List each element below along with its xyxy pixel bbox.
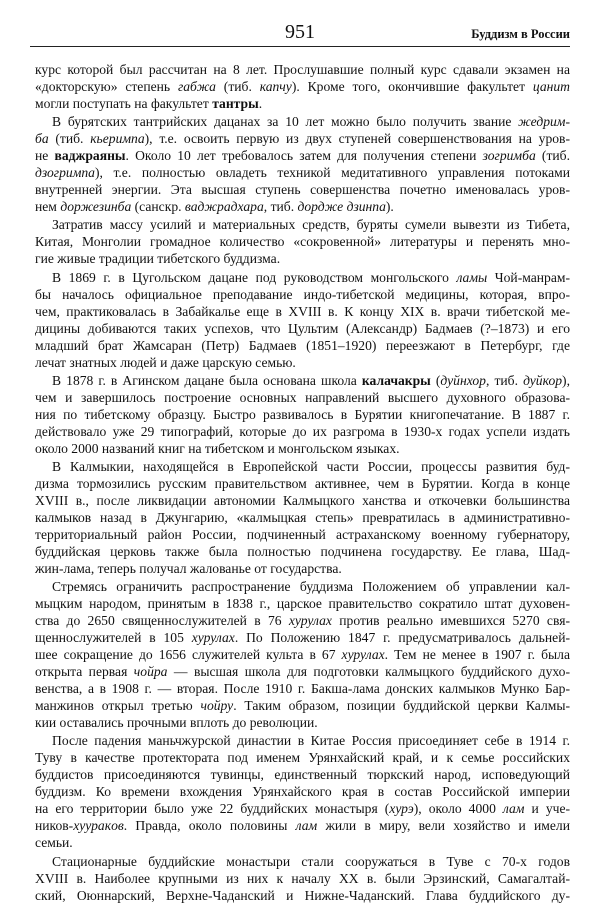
bold-term: ваджраяны	[54, 148, 126, 164]
italic-term: дуйнхор	[440, 372, 486, 388]
text-line	[35, 130, 570, 147]
paragraph	[35, 269, 570, 371]
text-run: В бурятских тантрийских дацанах за 10 лет можно было получить звание	[52, 114, 519, 130]
text-run: Китая, Монголии громадное количество «сокровенной» литературы и перенять мно-	[35, 234, 570, 250]
bold-term: тантры	[212, 96, 259, 111]
text-line	[35, 629, 570, 646]
running-title: Буддизм в России	[471, 27, 570, 41]
text-line	[35, 560, 570, 577]
text-run: ния по тибетскому образцу. Быстро развивалось в Бурятии книгопечатание. В 1887 г.	[35, 406, 570, 422]
text-line	[35, 834, 570, 851]
italic-term: хурэ	[389, 801, 414, 817]
text-run: кии оставались прочными вплоть до революции.	[35, 715, 318, 731]
text-line	[35, 406, 570, 423]
text-line	[35, 440, 570, 457]
text-line	[35, 61, 570, 78]
text-line	[35, 853, 570, 870]
text-run: (санскр.	[131, 199, 185, 215]
italic-term: ба	[35, 131, 49, 147]
page-body-text	[35, 61, 570, 905]
text-run: Затратив массу усилий и материальных средств, буряты сумели вывезти из Тибета,	[52, 217, 570, 233]
italic-term: хурулах	[191, 630, 235, 646]
paragraph	[35, 113, 570, 215]
text-run: XVIII в. Наиболее крупными из них к началу XX в. были Эрзинский, Самагалтай-	[35, 870, 570, 886]
text-run: могли поступать на факультет	[35, 96, 213, 111]
text-run: лечат знатных людей и даже царскую семью.	[35, 354, 296, 370]
text-run: .	[258, 96, 263, 111]
text-line	[35, 216, 570, 233]
text-run: шее сокращение до 1656 служителей культа в 67	[35, 647, 342, 663]
text-line	[35, 113, 570, 130]
text-line	[35, 595, 570, 612]
text-run: (	[430, 372, 441, 388]
text-run: открыта первая	[35, 664, 134, 680]
text-run: В 1878 г. в Агинском дацане была основана школа	[52, 372, 362, 388]
text-run: . Таким образом, позиции буддийской церкви Калмы-	[233, 698, 570, 714]
text-run: (тиб.	[48, 131, 91, 147]
text-run: буддизм. Ко времени вхождения Урянхайского края в состав Российской империи	[35, 784, 570, 800]
italic-term: хууракoв	[73, 818, 124, 834]
paragraph	[35, 372, 570, 457]
italic-term: чойру	[200, 698, 234, 714]
text-run: . Правда, около половины	[123, 818, 296, 834]
text-run: буддийская церковь также была полностью подчинена государству. Ее глава, Шад-	[35, 543, 570, 559]
text-run: Стремясь ограничить распространение буддизма Положением об управлении кал-	[52, 579, 570, 595]
text-run: младший брат Жамсаран (Петр) Бадмаев (1851–1920) переезжают в Петербург, где	[35, 337, 570, 353]
text-run: нем	[35, 199, 61, 215]
text-run: Туву в качестве протектората под именем Урянхайский край, и к семье российских	[35, 750, 570, 766]
text-line	[35, 680, 570, 697]
text-line	[35, 303, 570, 320]
text-line	[35, 475, 570, 492]
italic-term: ваджрадхара	[184, 199, 264, 215]
paragraph	[35, 216, 570, 267]
text-line	[35, 749, 570, 766]
text-line	[35, 198, 570, 215]
italic-term: капчу	[259, 79, 292, 94]
text-line	[35, 663, 570, 680]
text-run: В 1869 г. в Цугольском дацане под руководством монгольского	[52, 269, 457, 285]
text-run: на его территории было уже 22 буддийских монастыря (	[35, 801, 390, 817]
text-run: ), т.е. полностью овладеть техникой медитативного управления потоками	[94, 165, 570, 181]
text-run: действовало уже 29 типографий, которые до их разгрома в 1930-х годах успели издать	[35, 423, 570, 439]
italic-term: чойра	[133, 664, 168, 680]
text-run: калмыков назад в Джунгарию, «калмыцкая степь» превратилась в административно-	[35, 509, 570, 525]
text-line	[35, 870, 570, 887]
text-run: «докторскую» степень	[35, 79, 178, 94]
text-run: ),	[562, 372, 570, 388]
text-run: щеннослужителей в 105	[35, 630, 192, 646]
text-line	[35, 147, 570, 164]
text-run: . Около 10 лет требовалось затем для получения степени	[125, 148, 483, 164]
text-run: бы началось официальное преподавание индо-тибетской медицины, которая, впро-	[35, 286, 570, 302]
italic-term: хурулах	[288, 613, 332, 629]
text-line	[35, 164, 570, 181]
text-line	[35, 389, 570, 406]
text-run: дицины добиваются таких успехов, что Цультим (Александр) Бадмаев (?–1873) и его	[35, 320, 570, 336]
text-run: XVIII в., после ликвидации автономии Калмыцкого ханства и откочевки большинства	[35, 492, 570, 508]
text-run: (тиб.	[535, 148, 570, 164]
text-run: около 2000 названий книг на тибетском и монгольском языках.	[35, 440, 400, 456]
text-run: . Тем не менее в 1907 г. была	[384, 647, 570, 663]
text-line	[35, 286, 570, 303]
italic-term: хурулах	[341, 647, 385, 663]
text-run: мыцким народом, принятым в 1838 г., царское правительство сократило штат духовен-	[35, 596, 570, 612]
text-run: жили в миру, вели хозяйство и имели	[317, 818, 570, 834]
text-line	[35, 578, 570, 595]
text-line	[35, 269, 570, 286]
text-run: . По Положению 1847 г. предусматривалось дальней-	[234, 630, 570, 646]
text-line	[35, 320, 570, 337]
text-line	[35, 732, 570, 749]
text-run: чем, практиковалась в Забайкалье еще в XVIII в. К концу XIX в. врачи тибетской ме-	[35, 303, 570, 319]
text-run: ), т.е. освоить первую из двух ступеней совершенствования на уров-	[144, 131, 570, 147]
text-run: (тиб.	[215, 79, 260, 94]
text-line	[35, 783, 570, 800]
text-run: В Калмыкии, находящейся в Европейской части России, процессы развития буд-	[52, 458, 570, 474]
text-line	[35, 250, 570, 267]
text-run: манжинов открыл третью	[35, 698, 201, 714]
italic-term: зогримба	[482, 148, 536, 164]
text-run: Стационарные буддийские монастыри стали сооружаться в Туве с 70-х годов	[52, 853, 570, 869]
text-line	[35, 526, 570, 543]
text-line	[35, 887, 570, 904]
italic-term: дордже дзинпа	[297, 199, 386, 215]
text-line	[35, 233, 570, 250]
italic-term: цанит	[532, 79, 570, 94]
text-run: — высшая школа для подготовки калмыцкого буддийского духо-	[167, 664, 570, 680]
text-run: После падения маньчжурской династии в Китае Россия присоединяет себе в 1914 г.	[52, 733, 570, 749]
bold-term: калачакры	[361, 372, 431, 388]
text-run: не	[35, 148, 55, 164]
text-run: ский, Оюннарский, Верхне-Чаданский и Нижне-Чаданский. Глава буддийского ду-	[35, 887, 570, 903]
text-run: семьи.	[35, 835, 73, 851]
text-line	[35, 817, 570, 834]
italic-term: кьеримпа	[90, 131, 145, 147]
text-line	[35, 354, 570, 371]
page-header	[30, 22, 570, 47]
italic-term: дзогримпа	[35, 165, 95, 181]
text-run: и уче-	[524, 801, 571, 817]
italic-term: ламы	[456, 269, 488, 285]
text-line	[35, 458, 570, 475]
text-run: территориальный район России, подчиненный астраханскому военному губернатору,	[35, 526, 570, 542]
text-line	[35, 78, 570, 95]
text-line	[35, 543, 570, 560]
paragraph	[35, 732, 570, 851]
text-run: жин-лама, теперь получал жалованье от государства.	[35, 560, 342, 576]
text-run: чем и завершилось построение основных направлений высшего духовного образова-	[35, 389, 570, 405]
text-run: ). Кроме того, окончившие факультет	[291, 79, 533, 94]
text-run: буддистов присоединяются тувинцы, единственный тюркский народ, исповедующий	[35, 767, 570, 783]
paragraph	[35, 458, 570, 577]
italic-term: дуйкор	[523, 372, 563, 388]
italic-term: жедрим-	[518, 114, 570, 130]
text-run: венства, а в 1908 г. — вторая. После 1910 г. Бакша-лама донских калмыков Мунко Бар-	[35, 681, 570, 697]
text-line	[35, 372, 570, 389]
text-run: , тиб.	[485, 372, 524, 388]
text-line	[35, 766, 570, 783]
text-run: , тиб.	[263, 199, 298, 215]
text-run: гие живые традиции тибетского буддизма.	[35, 251, 281, 267]
text-run: ), около 4000	[413, 801, 503, 817]
italic-term: доржезинба	[60, 199, 132, 215]
text-run: Чой-манрам-	[487, 269, 570, 285]
paragraph	[35, 578, 570, 731]
text-line	[35, 492, 570, 509]
text-line	[35, 509, 570, 526]
text-run: ников-	[35, 818, 74, 834]
italic-term: лам	[295, 818, 318, 834]
paragraph	[35, 853, 570, 904]
text-run: дизма тормозились русским правительством активнее, чем в Бурятии. Когда в конце	[35, 475, 570, 491]
text-run: ства до 2650 священнослужителей в 76	[35, 613, 289, 629]
text-run: ).	[385, 199, 394, 215]
text-line	[35, 646, 570, 663]
text-line	[35, 337, 570, 354]
text-line	[35, 423, 570, 440]
page-number: 951	[285, 21, 315, 43]
text-line	[35, 800, 570, 817]
text-line	[35, 714, 570, 731]
text-line	[35, 181, 570, 198]
text-line	[35, 697, 570, 714]
text-line	[35, 612, 570, 629]
paragraph	[35, 61, 570, 112]
text-run: против реально имевшихся 5270 свя-	[331, 613, 570, 629]
italic-term: габжа	[177, 79, 216, 94]
text-run: внутренней энергии. Эта высшая ступень совершенства почетно именовалась уров-	[35, 182, 570, 198]
italic-term: лам	[502, 801, 525, 817]
text-line	[35, 95, 570, 112]
text-run: курс которой был рассчитан на 8 лет. Прослушавшие полный курс сдавали экзамен на	[35, 62, 570, 77]
